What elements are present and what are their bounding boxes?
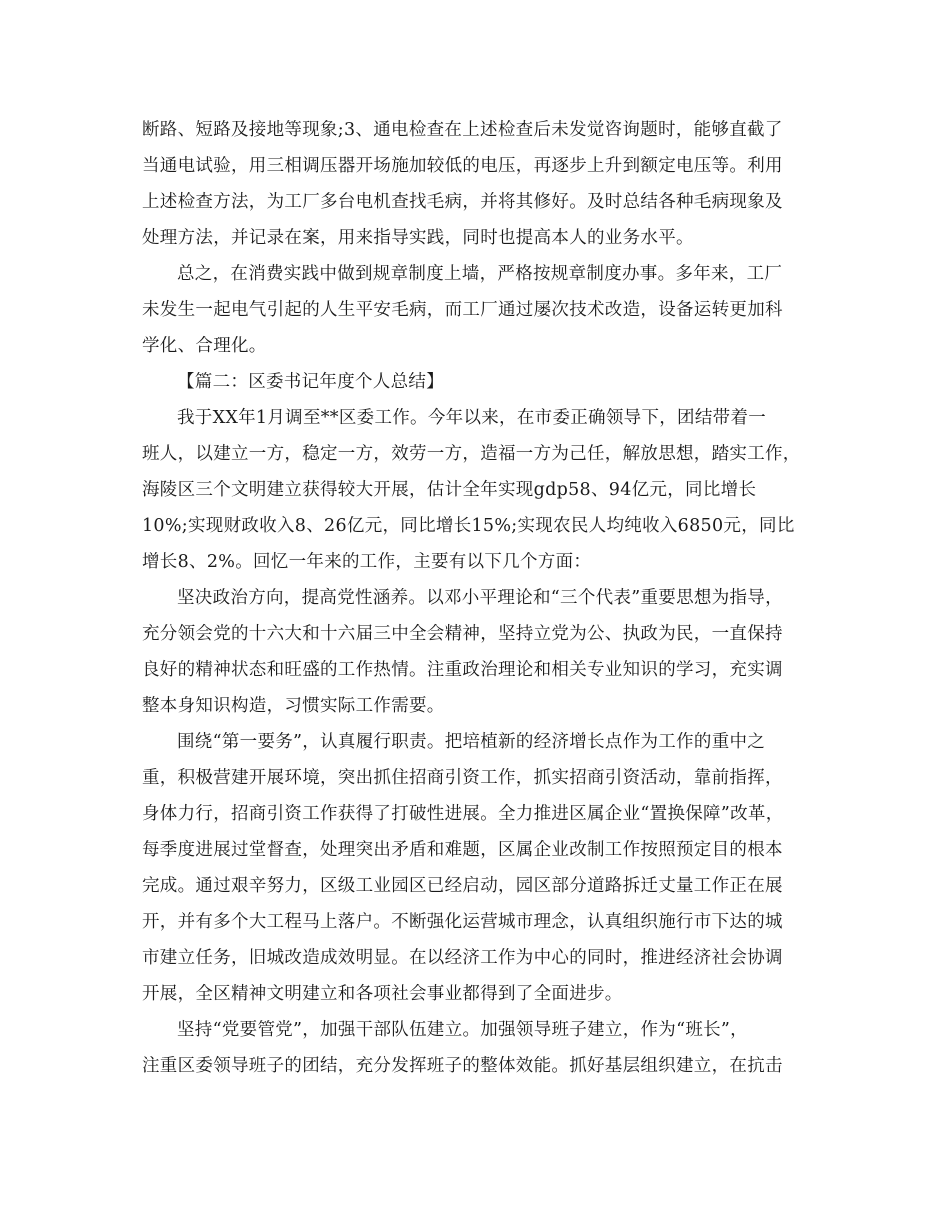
- text-line: 10%;实现财政收入8、26亿元，同比增长15%;实现农民人均纯收入6850元，同比: [142, 516, 795, 536]
- paragraph-start: 我于XX年1月调至**区委工作。今年以来，在市委正确领导下，团结带着一: [177, 408, 767, 428]
- text-line: 开展，全区精神文明建立和各项社会事业都得到了全面进步。: [142, 984, 623, 1004]
- text-line: 整本身知识构造，习惯实际工作需要。: [142, 696, 445, 716]
- text-line: 上述检查方法，为工厂多台电机查找毛病，并将其修好。及时总结各种毛病现象及: [142, 192, 783, 212]
- text-line: 开，并有多个大工程马上落户。不断强化运营城市理念，认真组织施行市下达的城: [142, 912, 783, 932]
- text-line: 处理方法，并记录在案，用来指导实践，同时也提高本人的业务水平。: [142, 228, 694, 248]
- document-body: [142, 112, 810, 1084]
- section-heading: 【篇二：区委书记年度个人总结】: [177, 372, 444, 392]
- text-line: 断路、短路及接地等现象;3、通电检查在上述检查后未发觉咨询题时，能够直截了: [142, 120, 783, 140]
- text-line: 良好的精神状态和旺盛的工作热情。注重政治理论和相关专业知识的学习，充实调: [142, 660, 783, 680]
- text-line: 重，积极营建开展环境，突出抓住招商引资工作，抓实招商引资活动，靠前指挥，: [142, 768, 783, 788]
- paragraph-start: 围绕“第一要务”，认真履行职责。把培植新的经济增长点作为工作的重中之: [177, 732, 766, 752]
- text-line: 每季度进展过堂督查，处理突出矛盾和难题，区属企业改制工作按照预定目的根本: [142, 840, 783, 860]
- text-line: 注重区委领导班子的团结，充分发挥班子的整体效能。抓好基层组织建立，在抗击: [142, 1056, 783, 1076]
- text-line: 班人，以建立一方，稳定一方，效劳一方，造福一方为己任，解放思想，踏实工作，: [142, 444, 801, 464]
- text-line: 海陵区三个文明建立获得较大开展，估计全年实现gdp58、94亿元，同比增长: [142, 480, 757, 500]
- text-line: 市建立任务，旧城改造成效明显。在以经济工作为中心的同时，推进经济社会协调: [142, 948, 783, 968]
- paragraph-start: 总之，在消费实践中做到规章制度上墙，严格按规章制度办事。多年来，工厂: [177, 264, 783, 284]
- text-line: 完成。通过艰辛努力，区级工业园区已经启动，园区部分道路拆迁丈量工作正在展: [142, 876, 783, 896]
- text-line: 学化、合理化。: [142, 336, 267, 356]
- text-line: 身体力行，招商引资工作获得了打破性进展。全力推进区属企业“置换保障”改革，: [142, 804, 784, 824]
- text-line: 未发生一起电气引起的人生平安毛病，而工厂通过屡次技术改造，设备运转更加科: [142, 300, 783, 320]
- text-line: 增长8、2%。回忆一年来的工作，主要有以下几个方面：: [142, 552, 592, 572]
- paragraph-start: 坚持“党要管党”，加强干部队伍建立。加强领导班子建立，作为“班长”，: [177, 1020, 748, 1040]
- text-line: 当通电试验，用三相调压器开场施加较低的电压，再逐步上升到额定电压等。利用: [142, 156, 783, 176]
- paragraph-start: 坚决政治方向，提高党性涵养。以邓小平理论和“三个代表”重要思想为指导，: [177, 588, 783, 608]
- text-line: 充分领会党的十六大和十六届三中全会精神，坚持立党为公、执政为民，一直保持: [142, 624, 783, 644]
